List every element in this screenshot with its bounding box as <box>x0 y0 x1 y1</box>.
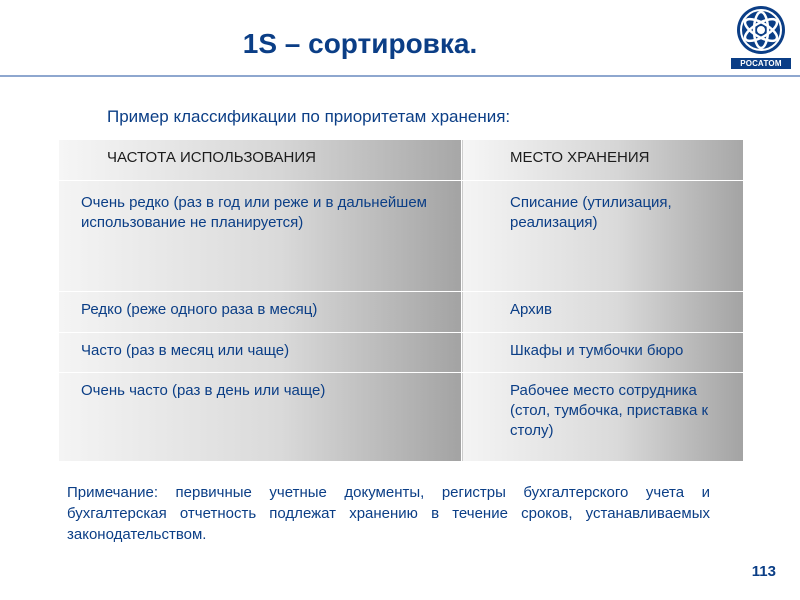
page-number: 113 <box>751 563 776 580</box>
cell-location: Списание (утилизация, реализация) <box>462 181 744 292</box>
rosatom-atom-icon <box>731 3 791 59</box>
footnote: Примечание: первичные учетные документы, регистры бухгалтерского учета и бухгалтерская отчетность подлежат хранению в течение сроков, устанавливаемых законодательством. <box>67 484 710 543</box>
cell-frequency: Очень редко (раз в год или реже и в дальнейшем использование не планируется) <box>59 181 462 292</box>
cell-location: Архив <box>462 292 744 333</box>
storage-priority-table <box>59 140 743 462</box>
table-row <box>59 333 743 373</box>
table-row <box>59 181 743 292</box>
table-row <box>59 292 743 333</box>
header-cell-location: МЕСТО ХРАНЕНИЯ <box>462 140 744 181</box>
header-cell-frequency: ЧАСТОТА ИСПОЛЬЗОВАНИЯ <box>59 140 462 181</box>
cell-frequency: Часто (раз в месяц или чаще) <box>59 333 462 373</box>
slide-title: 1S – сортировка. <box>242 28 478 59</box>
table-row <box>59 373 743 462</box>
cell-location: Рабочее место сотрудника (стол, тумбочка, приставка к столу) <box>462 373 744 462</box>
cell-frequency: Очень часто (раз в день или чаще) <box>59 373 462 462</box>
company-logo <box>731 3 791 71</box>
logo-wordmark: РОСАТОМ <box>731 58 791 69</box>
table-header-row <box>59 140 743 181</box>
cell-location: Шкафы и тумбочки бюро <box>462 333 744 373</box>
slide-subtitle: Пример классификации по приоритетам хранения: <box>107 107 511 126</box>
header-divider <box>0 75 800 77</box>
cell-frequency: Редко (реже одного раза в месяц) <box>59 292 462 333</box>
